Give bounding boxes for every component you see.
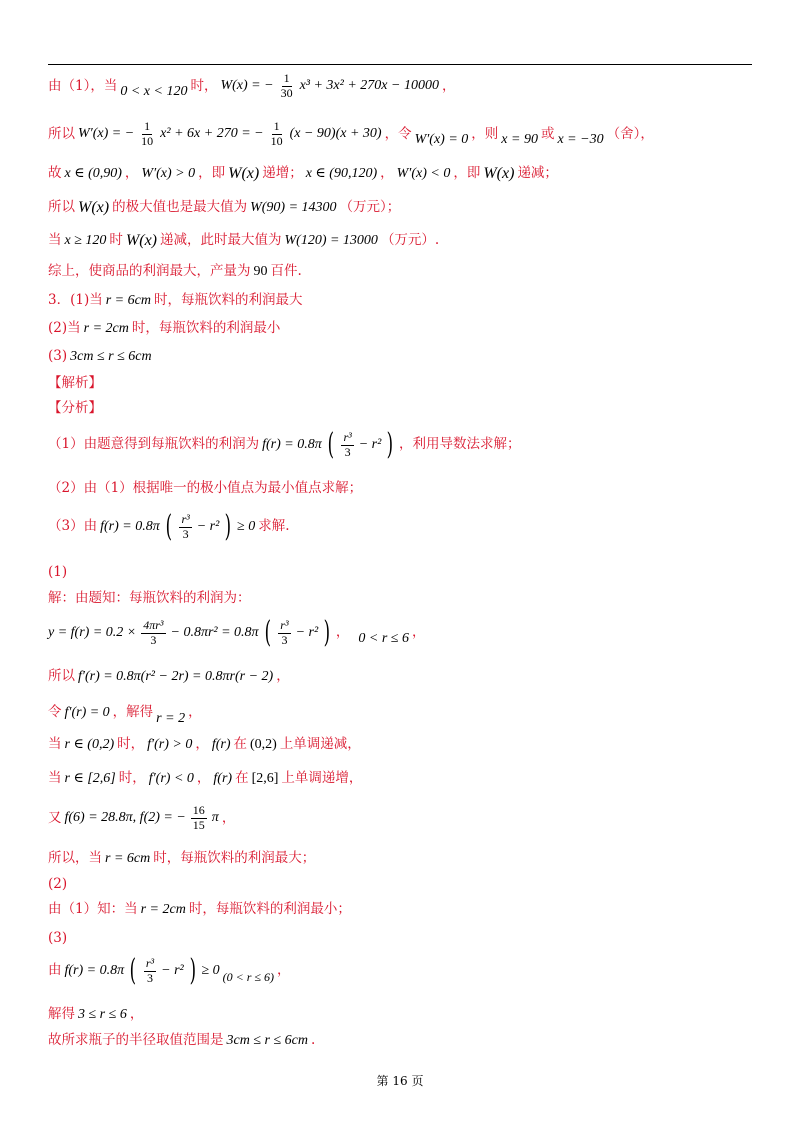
solution-line: 由（1），当 0 < x < 120 时， W(x) = − $\frac{1}{30}$ x³ + 3x² + 270x − 10000 ，	[48, 71, 456, 100]
solution-line: 所以 f′(r) = 0.8π(r² − 2r) = 0.8πr(r − 2) ，	[48, 668, 290, 685]
fraction: $\frac{\text{r³}}{3}$	[343, 429, 352, 459]
solution-line: 故 x ∈ (0,90) ， W′(x) > 0 ，即 W(x) 递增； x ∈ (90,120) ， W′(x) < 0 ，即 W(x) 递减；	[48, 165, 558, 182]
part-label: (3)	[48, 930, 68, 946]
solution-line: 所以 W′(x) = − $\frac{1}{10}$ x² + 6x + 270 = − $\frac{1}{10}$ (x − 90)(x + 30) ，令 W′(x) = 0 ，则 x = 90 或 x = −30 （舍），	[48, 119, 654, 148]
solution-line: 解得 3 ≤ r ≤ 6 ，	[48, 1006, 144, 1023]
answer-line: (3) 3cm ≤ r ≤ 6cm	[48, 348, 152, 365]
fraction: $\frac{1}{10}$	[270, 119, 283, 148]
fraction: $\frac{1}{30}$	[280, 71, 293, 100]
part-label: (1)	[48, 564, 68, 580]
analysis-line: （2）由（1）根据唯一的极小值点为最小值点求解；	[48, 480, 363, 496]
page-number: 第 16 页	[376, 1074, 424, 1088]
solution-line: 又 f(6) = 28.8π, f(2) = − $\frac{16}{15}$ π ，	[48, 803, 236, 832]
fraction: $\frac{\text{r³}}{3}$	[181, 511, 190, 541]
solution-line: 解：由题知：每瓶饮料的利润为：	[48, 590, 251, 606]
solution-line: 故所求瓶子的半径取值范围是 3cm ≤ r ≤ 6cm .	[48, 1032, 316, 1049]
fraction: $\frac{\text{r³}}{3}$	[145, 955, 155, 985]
header-rule	[48, 64, 752, 65]
solution-line: 所以 W(x) 的极大值也是最大值为 W(90) = 14300 （万元）；	[48, 199, 401, 216]
solution-line: 综上，使商品的利润最大，产量为 90 百件.	[48, 263, 302, 280]
fraction: $\frac{\text{r³}}{3}$	[280, 617, 289, 647]
solution-line: 当 r ∈ (0,2) 时， f′(r) > 0 ， f(r) 在 (0,2) 上单调递减，	[48, 736, 361, 753]
solution-line: y = f(r) = 0.2 × $\frac{\text{4πr³}}{3}$ − 0.8πr² = 0.8π ( $\frac{\text{r³}}{3}$ − r² ) ， 0 < r ≤ 6 ，	[48, 615, 426, 650]
fraction: $\frac{1}{10}$	[141, 119, 154, 148]
answer-line: 3．(1)当 r = 6cm 时，每瓶饮料的利润最大	[48, 292, 303, 309]
analysis-line: （1）由题意得到每瓶饮料的利润为 f(r) = 0.8π ( $\frac{\text{r³}}{3}$ − r² ) ，利用导数法求解；	[48, 427, 521, 462]
fraction: $\frac{16}{15}$	[192, 803, 205, 832]
part-label: (2)	[48, 876, 68, 892]
solution-line: 所以，当 r = 6cm 时，每瓶饮料的利润最大；	[48, 850, 316, 867]
fraction: $\frac{\text{4πr³}}{3}$	[143, 617, 164, 647]
solution-line: 由（1）知：当 r = 2cm 时，每瓶饮料的利润最小；	[48, 901, 351, 918]
analysis-line: （3）由 f(r) = 0.8π ( $\frac{\text{r³}}{3}$ − r² ) ≥ 0 求解.	[48, 509, 290, 544]
solution-line: 当 x ≥ 120 时 W(x) 递减，此时最大值为 W(120) = 13000 （万元）.	[48, 232, 440, 249]
section-label-fenxi: 【分析】	[48, 400, 102, 416]
section-label-jiexi: 【解析】	[48, 375, 102, 391]
solution-line: 当 r ∈ [2,6] 时， f′(r) < 0 ， f(r) 在 [2,6] 上单调递增，	[48, 770, 363, 787]
solution-line: 令 f′(r) = 0 ，解得 r = 2 ，	[48, 704, 202, 726]
answer-line: (2)当 r = 2cm 时，每瓶饮料的利润最小	[48, 320, 281, 337]
solution-line: 由 f(r) = 0.8π ( $\frac{\text{r³}}{3}$ − r² ) ≥ 0 (0 < r ≤ 6) ，	[48, 953, 291, 988]
